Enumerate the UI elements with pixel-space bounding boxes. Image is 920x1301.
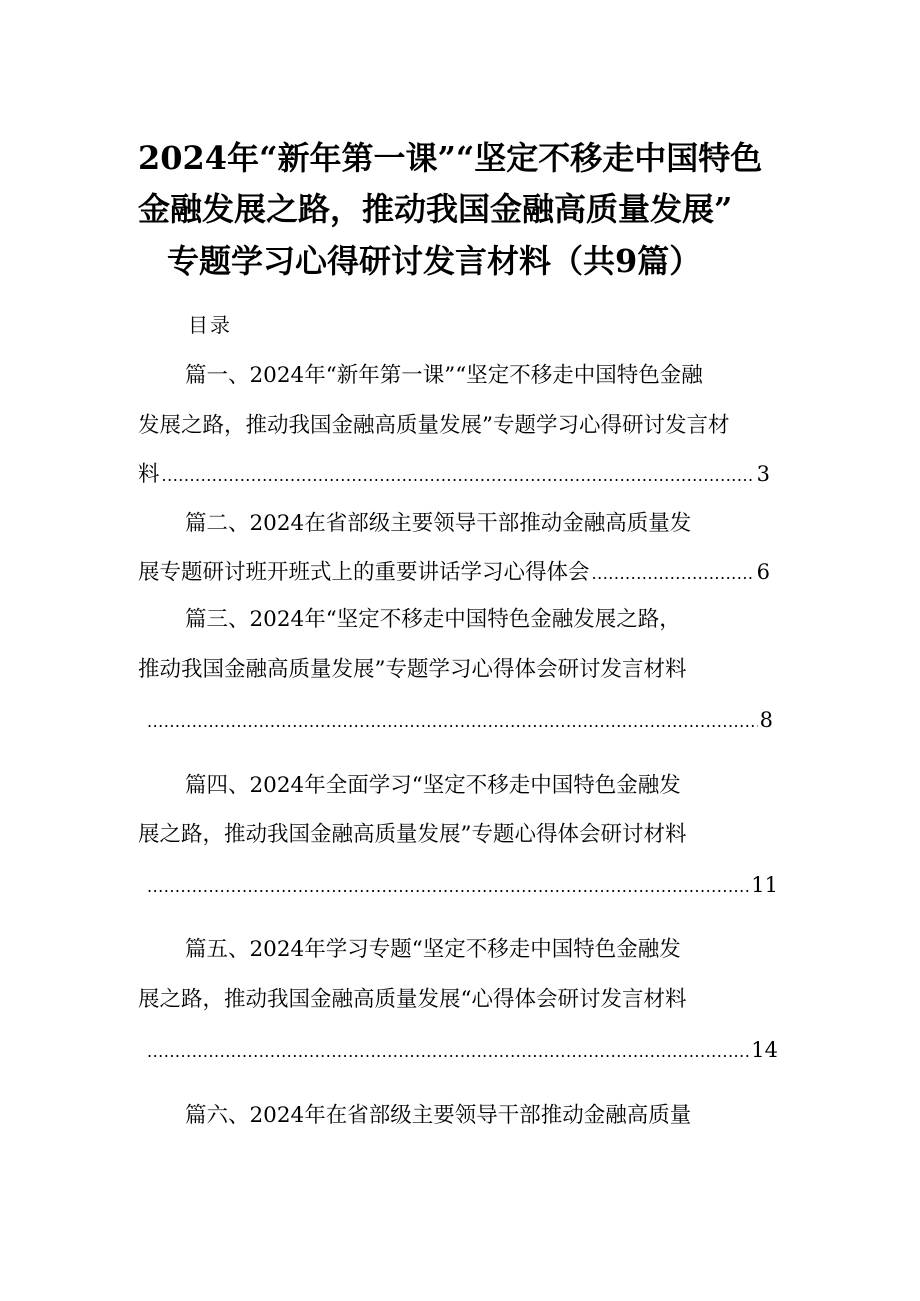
toc-entry-3-leader-line[interactable] (145, 705, 773, 737)
dot-leader (592, 559, 755, 589)
toc-entry-2-tail: 展专题研讨班开班式上的重要讲话学习心得体会 (138, 560, 590, 585)
dot-leader (147, 707, 758, 737)
dot-leader (147, 1037, 749, 1067)
dot-leader (147, 872, 749, 902)
toc-entry-5-line-1[interactable]: 篇五、2024年学习专题“坚定不移走中国特色金融发 (185, 937, 681, 962)
toc-entry-2-leader-line[interactable] (138, 557, 770, 589)
toc-entry-2-line-1[interactable]: 篇二、2024在省部级主要领导干部推动金融高质量发 (185, 511, 692, 536)
toc-entry-5-page-number: 14 (751, 1038, 778, 1062)
toc-entry-1-line-2[interactable]: 发展之路，推动我国金融高质量发展”专题学习心得研讨发言材 (138, 413, 730, 438)
toc-entry-3-page-number: 8 (759, 708, 773, 732)
toc-entry-6-line-1[interactable]: 篇六、2024年在省部级主要领导干部推动金融高质量 (185, 1103, 692, 1128)
document-title-line-3: 专题学习心得研讨发言材料（共9篇） (167, 242, 702, 280)
toc-entry-1-page-number: 3 (756, 462, 770, 486)
toc-entry-4-leader-line[interactable] (145, 870, 778, 902)
toc-entry-2-page-number: 6 (756, 560, 770, 584)
toc-entry-1-line-1[interactable]: 篇一、2024年“新年第一课”“坚定不移走中国特色金融 (185, 363, 703, 388)
toc-heading: 目录 (188, 313, 232, 337)
document-title-line-1: 2024年“新年第一课”“坚定不移走中国特色 (138, 139, 763, 177)
toc-entry-3-line-2[interactable]: 推动我国金融高质量发展”专题学习心得体会研讨发言材料 (138, 657, 687, 682)
toc-entry-5-line-2[interactable]: 展之路，推动我国金融高质量发展“心得体会研讨发言材料 (138, 987, 687, 1012)
toc-entry-4-line-1[interactable]: 篇四、2024年全面学习“坚定不移走中国特色金融发 (185, 773, 681, 798)
toc-entry-5-leader-line[interactable] (145, 1035, 778, 1067)
toc-entry-1-leader-line[interactable] (138, 459, 770, 491)
toc-entry-3-line-1[interactable]: 篇三、2024年“坚定不移走中国特色金融发展之路， (185, 607, 681, 632)
document-title-line-2: 金融发展之路，推动我国金融高质量发展” (138, 190, 733, 228)
toc-entry-1-tail: 料 (138, 462, 160, 487)
toc-entry-4-page-number: 11 (751, 873, 778, 897)
toc-entry-4-line-2[interactable]: 展之路，推动我国金融高质量发展”专题心得体会研讨材料 (138, 822, 687, 847)
dot-leader (162, 461, 755, 491)
